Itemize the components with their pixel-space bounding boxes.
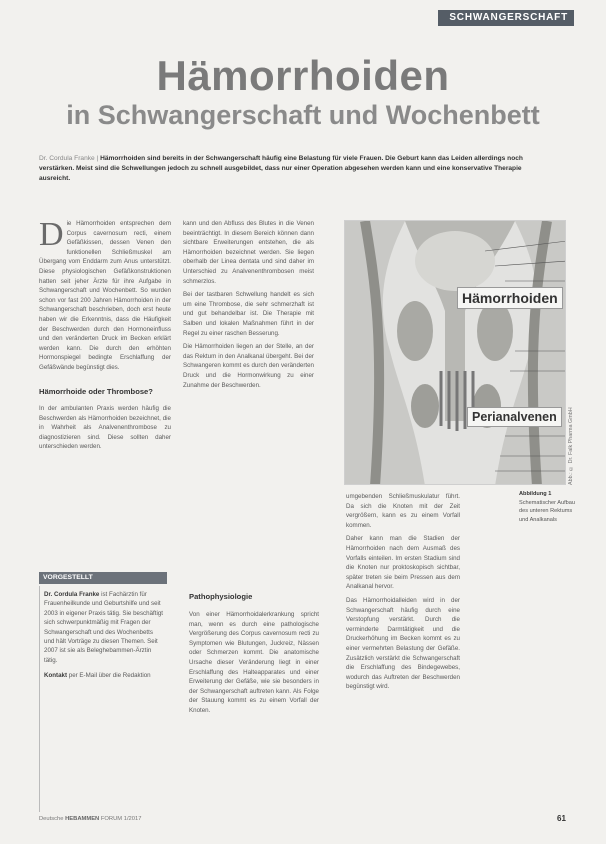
- box-author-bio: ist Fachärztin für Frauenheilkunde und Geburtshilfe und seit 2003 in eigener Praxis tätig. Sie beschäftigt sich schwerpunktmäßig mit Fragen der Schwangerschaft und des Wochenbetts und hält Vorträge zu diesen Themen. Seit 2007 ist sie als Beleghebammen-Ärztin tätig.: [44, 591, 164, 664]
- image-credit: Abb.: © Dr. Falk Pharma GmbH: [568, 407, 574, 485]
- box-contact-label: Kontakt: [44, 672, 68, 680]
- column-3: [346, 492, 460, 692]
- page-number: 61: [557, 814, 566, 823]
- label-perianalvenen: Perianalvenen: [467, 407, 562, 427]
- anatomy-illustration: [344, 220, 566, 485]
- column-2-lower: [189, 610, 319, 716]
- subheading-thrombose: Hämorrhoide oder Thrombose?: [39, 386, 153, 396]
- footer-prefix: Deutsche: [39, 816, 66, 822]
- body-paragraph: Daher kann man die Stadien der Hämorrhoiden nach dem Ausmaß des Vorfalls einteilen. Im ersten Stadium sind die Knoten nur proktoskopisch sichtbar, später treten sie beim Pressen aus dem Analkanal hervor.: [346, 535, 460, 591]
- footer-issue: FORUM 1/2017: [99, 816, 142, 822]
- box-author: Dr. Cordula Franke: [44, 591, 100, 598]
- body-paragraph: Die Hämorrhoiden liegen an der Stelle, an der das Rektum in den Analkanal übergeht. Bei der Schwangeren kommt es durch den veränderten Druck und die Hormonwirkung zu einer Zunahme der Beschwerden.: [183, 343, 314, 389]
- body-paragraph: Das Hämorrhoidalleiden wird in der Schwangerschaft häufig durch eine Verstopfung verstärkt. Durch die verminderte Darmtätigkeit und die Druckerhöhung im Becken kommt es zu einer vermehrten Belastung der Gefäße. Zusätzlich verstärkt die Schwangerschaft die Erschlaffung des Bindegewebes, wodurch das Auftreten der Beschwerden begünstigt wird.: [346, 596, 460, 691]
- lead-text: Hämorrhoiden sind bereits in der Schwangerschaft häufig eine Belastung für viele Frauen. Die Geburt kann das Leiden allerdings noch verstärken. Meist sind die Schwellungen jedoch zu schnell ausgebildet, dass nur einer Operation abgesehen werden kann und eine konservative Therapie ausreicht.: [39, 155, 523, 182]
- body-paragraph: Bei der tastbaren Schwellung handelt es sich um eine Thrombose, die sehr schmerzhaft ist und gut behandelbar ist. Die Therapie mit Salben und lokalen Maßnahmen führt in der Regel zu einer raschen Besserung.: [183, 291, 314, 337]
- box-contact-text: per E-Mail über die Redaktion: [68, 672, 151, 680]
- footer-brand: HEBAMMEN: [65, 816, 100, 822]
- intro-paragraph: [39, 216, 171, 373]
- footer-publication: [39, 816, 141, 822]
- box-header: VORGESTELLT: [39, 572, 167, 584]
- body-paragraph: umgebenden Schließmuskulatur führt. Da sich die Knoten mit der Zeit vergrößern, kann es zu einem Vorfall kommen.: [346, 493, 460, 529]
- body-paragraph: Von einer Hämorrhoidalerkrankung spricht man, wenn es durch eine pathologische Vergrößerung des Corpus cavernosum recti zu Symptomen wie Blutungen, Juckreiz, Nässen oder Schmerzen kommt. Die anatomische Ursache dieser Veränderung liegt in einer Erschlaffung des Halteapparates und einer Erweiterung der Gefäße, wie sie besonders in der Schwangerschaft auftreten kann. Als Folge der Stauung kommt es zu einem Vorfall der Knoten.: [189, 611, 319, 714]
- caption-title: Abbildung 1: [519, 491, 552, 497]
- article-lead: [39, 154, 539, 184]
- drop-cap: D: [39, 216, 64, 253]
- body-paragraph: In der ambulanten Praxis werden häufig die Beschwerden als Hämorrhoiden bezeichnet, die in Wahrheit als Analvenenthrombose zu diagnostizieren sind. Diese sollten daher unterschieden werden.: [39, 405, 171, 451]
- body-paragraph: kann und den Abfluss des Blutes in die Venen beeinträchtigt. In diesem Bereich können dann sichtbare Erweiterungen entstehen, die als Hämorrhoiden bezeichnet werden. Sie liegen oberhalb der Linea dentata und sind daher im Unterschied zu Analvenenthrombosen meist schmerzlos.: [183, 220, 314, 285]
- subheading-pathophysiologie: Pathophysiologie: [189, 592, 253, 601]
- column-2: [183, 219, 314, 390]
- article-title: Hämorrhoiden: [156, 52, 450, 99]
- anatomy-drawing: [345, 221, 566, 485]
- figure-caption: [519, 490, 583, 524]
- intro-text: ie Hämorrhoiden entsprechen dem Corpus cavernosum recti, einem Gefäßkissen, dessen Venen den funktionellen Schließmuskel am Übergang vom Enddarm zum Anus unterstützt. Diese physiologischen Gefäßkonstruktionen hatten seit jeher Ärzte für ihre Aufgabe in Schwangerschaft und Wochenbett. So wurden schon vor fast 200 Jahren Hämorrhoiden in der Schwangerschaft beschrieben, doch erst heute haben wir die Erkenntnis, dass die Häufigkeit der Beschwerden durch den Hormoneinfluss und den veränderten Druck im Becken erklärt werden kann. Die durch den erhöhten Hormonspiegel bedingte Erschlaffung der Gefäßwände begünstigt dies.: [39, 220, 171, 371]
- caption-text: Schematischer Aufbau des unteren Rektums und Analkanals: [519, 499, 575, 523]
- article-subtitle: in Schwangerschaft und Wochenbett: [66, 100, 540, 130]
- label-haemorrhoiden: Hämorrhoiden: [457, 287, 563, 309]
- author-box: [39, 586, 167, 812]
- author-name: Dr. Cordula Franke |: [39, 155, 101, 162]
- column-1: [39, 216, 171, 452]
- section-tab: SCHWANGERSCHAFT: [438, 10, 574, 26]
